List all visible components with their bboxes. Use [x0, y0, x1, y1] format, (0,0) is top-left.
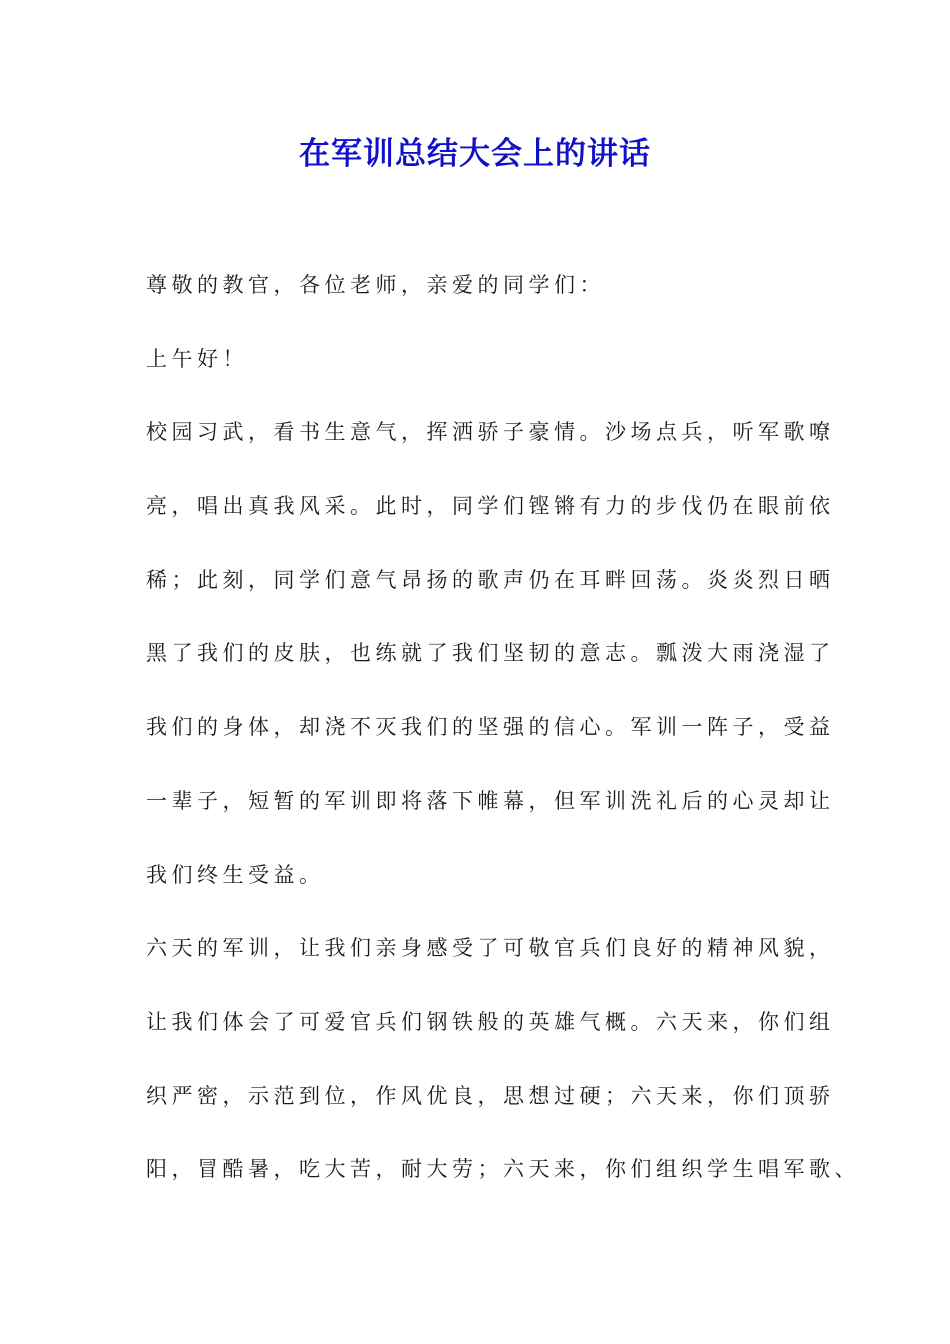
text-line: 校园习武，看书生意气，挥洒骄子豪情。沙场点兵，听军歌嘹	[146, 420, 835, 445]
text-line: 我们的身体，却浇不灭我们的坚强的信心。军训一阵子，受益	[146, 715, 835, 740]
text-line: 尊敬的教官，各位老师，亲爱的同学们：	[146, 273, 605, 297]
text-line: 六天的军训，让我们亲身感受了可敬官兵们良好的精神风貌，	[146, 936, 835, 961]
text-line: 一辈子，短暂的军训即将落下帷幕，但军训洗礼后的心灵却让	[146, 788, 835, 813]
text-line: 让我们体会了可爱官兵们钢铁般的英雄气概。六天来，你们组	[146, 1009, 835, 1034]
text-line: 织严密，示范到位，作风优良，思想过硬；六天来，你们顶骄	[146, 1083, 835, 1108]
document-body	[146, 262, 860, 1220]
text-line: 上午好！	[146, 346, 248, 371]
document-title: 在军训总结大会上的讲话	[299, 136, 651, 172]
text-line: 我们终生受益。	[146, 862, 325, 887]
text-line: 阳，冒酷暑，吃大苦，耐大劳；六天来，你们组织学生唱军歌、	[146, 1157, 860, 1182]
text-line: 黑了我们的皮肤，也练就了我们坚韧的意志。瓢泼大雨浇湿了	[146, 641, 835, 666]
text-line: 亮，唱出真我风采。此时，同学们铿锵有力的步伐仍在眼前依	[146, 494, 835, 519]
text-line: 稀；此刻，同学们意气昂扬的歌声仍在耳畔回荡。炎炎烈日晒	[146, 567, 835, 592]
